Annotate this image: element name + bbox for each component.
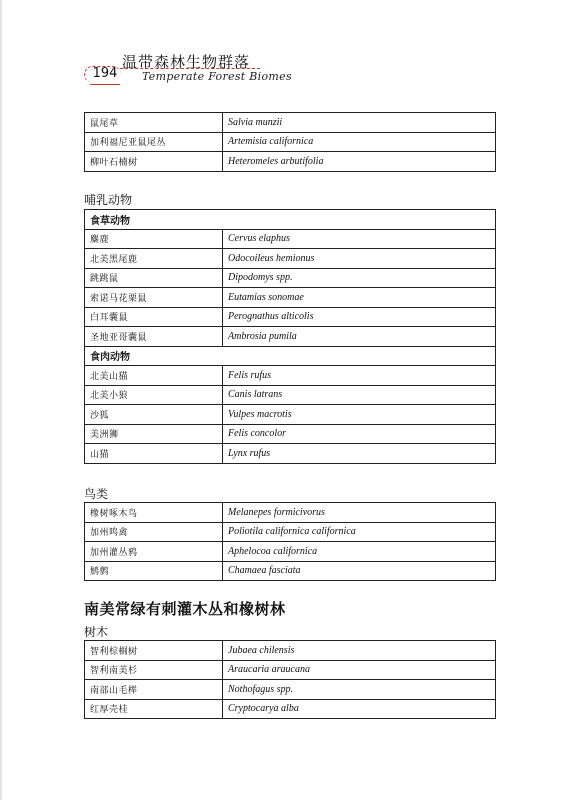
birds-heading: 鸟类: [84, 487, 109, 501]
herbivores-label: 食草动物: [85, 210, 496, 230]
common-name-cell: 鼠尾草: [85, 113, 223, 133]
running-header: [84, 50, 504, 90]
page-edge-shadow: [0, 0, 3, 800]
common-name-cell: 加州灌丛鸦: [85, 542, 223, 562]
scientific-name-cell: Jubaea chilensis: [223, 641, 496, 661]
common-name-cell: 柳叶石楠树: [85, 152, 223, 172]
scientific-name-cell: Salvia munzii: [223, 113, 496, 133]
table-row: [85, 542, 496, 562]
common-name-cell: 沙狐: [85, 405, 223, 425]
scientific-name-cell: Poliotila californica californica: [223, 522, 496, 542]
common-name-cell: 索诺马花栗鼠: [85, 288, 223, 308]
common-name-cell: 橡树啄木鸟: [85, 503, 223, 523]
scientific-name-cell: Melanepes formicivorus: [223, 503, 496, 523]
scientific-name-cell: Cryptocarya alba: [223, 699, 496, 719]
table-row: [85, 229, 496, 249]
group-row: [85, 346, 496, 366]
page-number: 194: [90, 64, 120, 85]
scientific-name-cell: Lynx rufus: [223, 444, 496, 464]
scientific-name-cell: Cervus elaphus: [223, 229, 496, 249]
scientific-name-cell: Canis latrans: [223, 385, 496, 405]
table-row: [85, 327, 496, 347]
carnivores-label: 食肉动物: [85, 346, 496, 366]
scientific-name-cell: Artemisia californica: [223, 132, 496, 152]
plants-table-continued: [84, 112, 496, 172]
common-name-cell: 鹪鹩: [85, 561, 223, 581]
table-row: [85, 641, 496, 661]
scientific-name-cell: Odocoileus hemionus: [223, 249, 496, 269]
table-row: [85, 366, 496, 386]
common-name-cell: 南部山毛榉: [85, 680, 223, 700]
common-name-cell: 北美山猫: [85, 366, 223, 386]
mammals-table: [84, 209, 496, 464]
scientific-name-cell: Chamaea fasciata: [223, 561, 496, 581]
group-row: [85, 210, 496, 230]
header-title-cn: 温带森林生物群落: [122, 53, 251, 71]
birds-table: [84, 502, 496, 581]
scientific-name-cell: Heteromeles arbutifolia: [223, 152, 496, 172]
header-title-en: Temperate Forest Biomes: [142, 70, 292, 83]
table-row: [85, 132, 496, 152]
table-row: [85, 405, 496, 425]
scientific-name-cell: Perognathus alticolis: [223, 307, 496, 327]
table-row: [85, 268, 496, 288]
table-row: [85, 503, 496, 523]
section-title: 南美常绿有刺灌木丛和橡树林: [84, 600, 286, 618]
common-name-cell: 加州鸣禽: [85, 522, 223, 542]
table-row: [85, 249, 496, 269]
common-name-cell: 北美小狼: [85, 385, 223, 405]
table-row: [85, 680, 496, 700]
scientific-name-cell: Araucaria araucana: [223, 660, 496, 680]
common-name-cell: 白耳囊鼠: [85, 307, 223, 327]
scientific-name-cell: Eutamias sonomae: [223, 288, 496, 308]
scientific-name-cell: Aphelocoa californica: [223, 542, 496, 562]
common-name-cell: 北美黑尾鹿: [85, 249, 223, 269]
common-name-cell: 山猫: [85, 444, 223, 464]
table-row: [85, 660, 496, 680]
table-row: [85, 113, 496, 133]
table-row: [85, 152, 496, 172]
scientific-name-cell: Ambrosia pumila: [223, 327, 496, 347]
common-name-cell: 加利福尼亚鼠尾丛: [85, 132, 223, 152]
trees-heading: 树木: [84, 625, 109, 639]
table-row: [85, 307, 496, 327]
common-name-cell: 美洲狮: [85, 424, 223, 444]
table-row: [85, 444, 496, 464]
scientific-name-cell: Felis concolor: [223, 424, 496, 444]
mammals-heading: 哺乳动物: [84, 193, 133, 207]
common-name-cell: 智利南美杉: [85, 660, 223, 680]
scientific-name-cell: Felis rufus: [223, 366, 496, 386]
scientific-name-cell: Dipodomys spp.: [223, 268, 496, 288]
table-row: [85, 561, 496, 581]
scientific-name-cell: Nothofagus spp.: [223, 680, 496, 700]
common-name-cell: 智利棕榈树: [85, 641, 223, 661]
table-row: [85, 699, 496, 719]
table-row: [85, 522, 496, 542]
common-name-cell: 麋鹿: [85, 229, 223, 249]
table-row: [85, 385, 496, 405]
table-row: [85, 424, 496, 444]
common-name-cell: 圣地亚哥囊鼠: [85, 327, 223, 347]
scientific-name-cell: Vulpes macrotis: [223, 405, 496, 425]
table-row: [85, 288, 496, 308]
common-name-cell: 跳跳鼠: [85, 268, 223, 288]
common-name-cell: 红厚壳桂: [85, 699, 223, 719]
trees-table: [84, 640, 496, 719]
